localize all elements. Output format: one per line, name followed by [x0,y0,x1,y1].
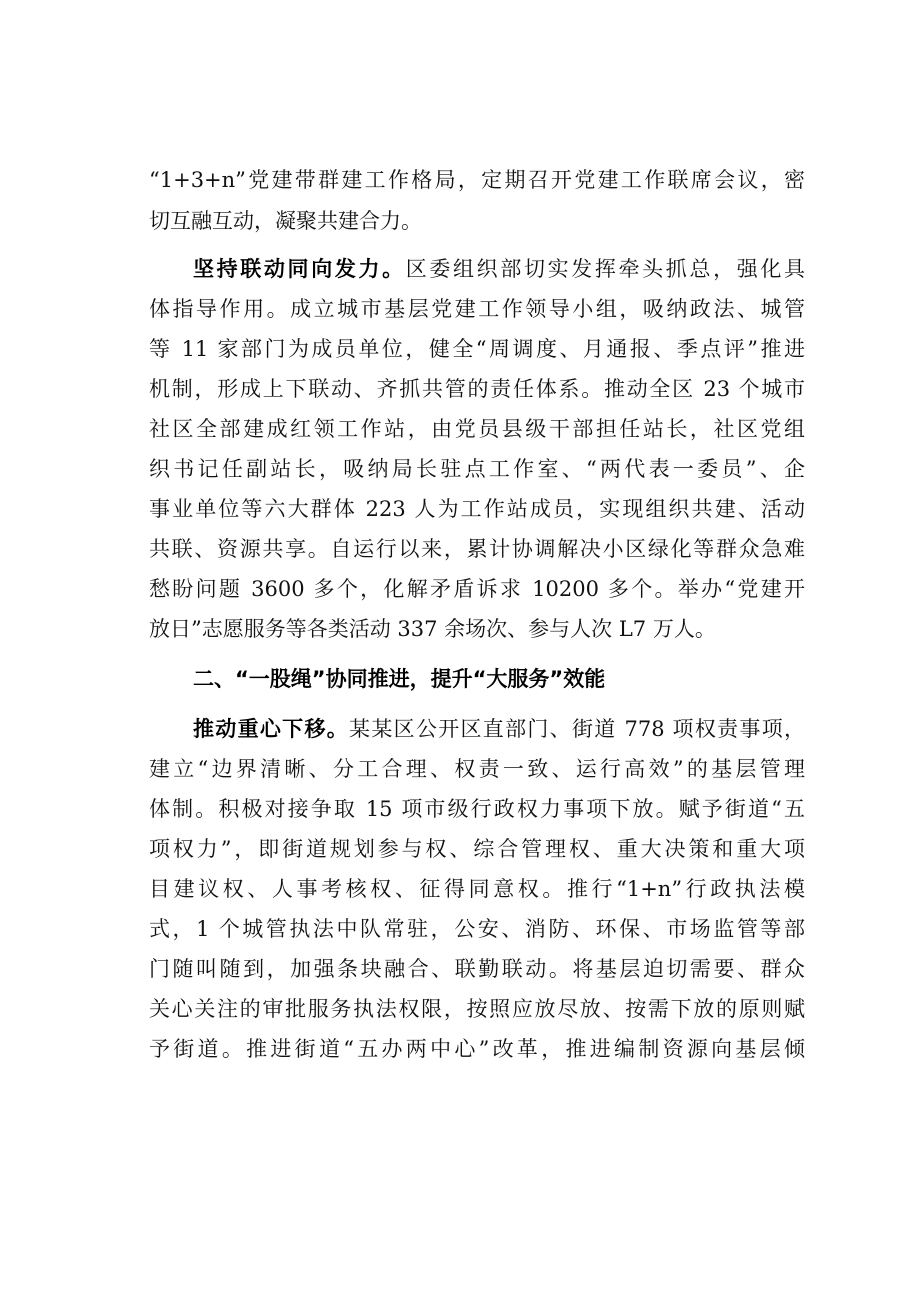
paragraph-2-line-9: 愁盼问题 3600 多个，化解矛盾诉求 10200 多个。举办“党建开 [149,577,805,601]
paragraph-2-line-7: 事业单位等六大群体 223 人为工作站成员，实现组织共建、活动 [149,497,805,521]
paragraph-2-line-2: 体指导作用。成立城市基层党建工作领导小组，吸纳政法、城管 [149,297,805,321]
paragraph-3-line-7: 门随叫随到，加强条块融合、联勤联动。将基层迫切需要、群众 [149,957,805,981]
paragraph-2-lead: 坚持联动同向发力。 [193,257,406,281]
paragraph-3-line-8: 关心关注的审批服务执法权限，按照应放尽放、按需下放的原则赋 [149,997,805,1021]
paragraph-3-line-4: 项权力”，即街道规划参与权、综合管理权、重大决策和重大项 [149,837,805,861]
paragraph-3-line-2: 建立“边界清晰、分工合理、权责一致、运行高效”的基层管理 [149,757,805,781]
paragraph-2-line-1 [193,249,805,289]
paragraph-2-line-4: 机制，形成上下联动、齐抓共管的责任体系。推动全区 23 个城市 [149,377,805,401]
paragraph-3-lead: 推动重心下移。 [193,717,350,741]
paragraph-3-line-1-text: 某某区公开区直部门、街道 778 项权责事项， [349,717,806,741]
paragraph-1-line-1: “1+3+n”党建带群建工作格局，定期召开党建工作联席会议，密 [149,168,805,192]
paragraph-3-line-5: 目建议权、人事考核权、征得同意权。推行“1+n”行政执法模 [149,877,805,901]
paragraph-1-line-2: 切互融互动，凝聚共建合力。 [149,209,422,233]
paragraph-2-line-8: 共联、资源共享。自运行以来，累计协调解决小区绿化等群众急难 [149,537,805,561]
paragraph-3-line-1 [193,709,805,749]
section-heading-2: 二、“一股绳”协同推进，提升“大服务”效能 [193,667,606,691]
paragraph-3-line-3: 体制。积极对接争取 15 项市级行政权力事项下放。赋予街道“五 [149,797,805,821]
paragraph-2-line-1-text: 区委组织部切实发挥牵头抓总，强化具 [405,257,806,281]
paragraph-2-line-10: 放日”志愿服务等各类活动 337 余场次、参与人次 L7 万人。 [149,617,716,641]
paragraph-2-line-6: 织书记任副站长，吸纳局长驻点工作室、“两代表一委员”、企 [149,457,805,481]
paragraph-2-line-3: 等 11 家部门为成员单位，健全“周调度、月通报、季点评”推进 [149,337,805,361]
paragraph-3-line-9: 予街道。推进街道“五办两中心”改革，推进编制资源向基层倾 [149,1037,805,1061]
paragraph-2-line-5: 社区全部建成红领工作站，由党员县级干部担任站长，社区党组 [149,417,805,441]
paragraph-3-line-6: 式，1 个城管执法中队常驻，公安、消防、环保、市场监管等部 [149,917,805,941]
